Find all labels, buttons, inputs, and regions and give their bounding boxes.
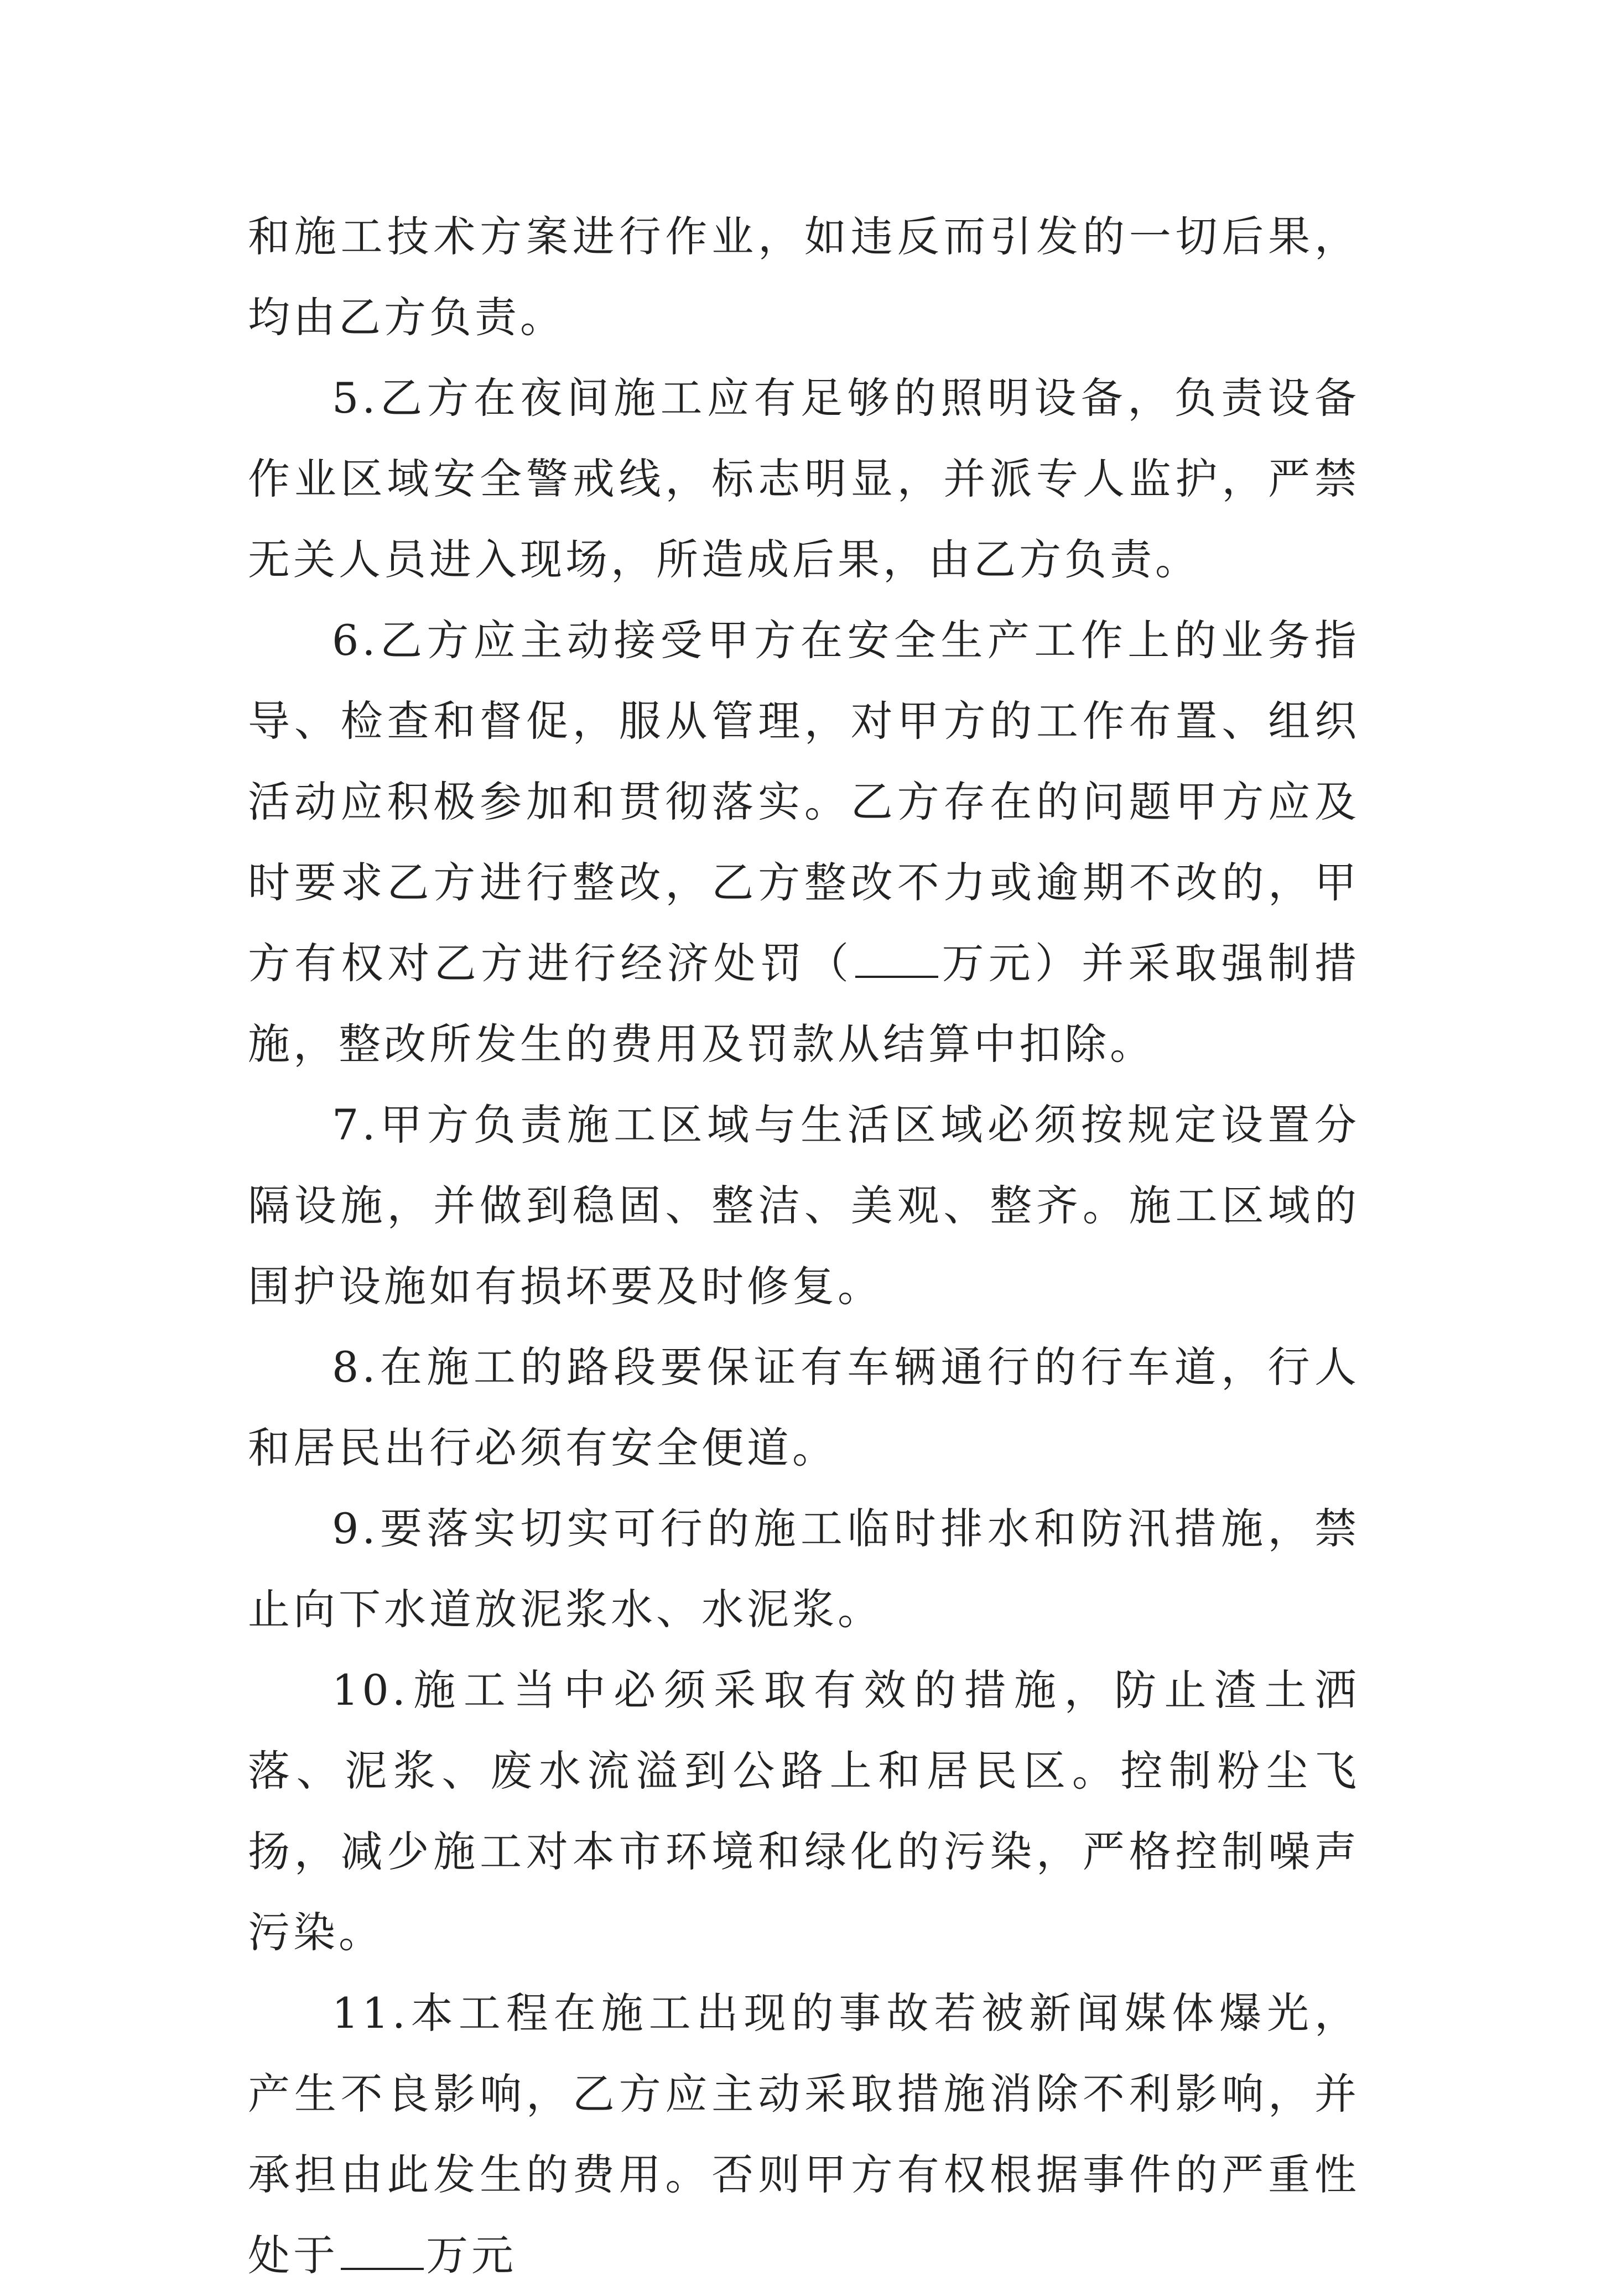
paragraph-text: 8.在施工的路段要保证有车辆通行的行车道，行人和居民出行必须有安全便道。 xyxy=(248,1342,1360,1472)
fill-in-blank xyxy=(341,2235,424,2270)
paragraph-item-6 xyxy=(248,600,1360,1085)
paragraph-item-5 xyxy=(248,358,1360,600)
paragraph-text: 7.甲方负责施工区域与生活区域必须按规定设置分隔设施，并做到稳固、整洁、美观、整齐。施工区域的围护设施如有损坏要及时修复。 xyxy=(248,1100,1360,1311)
fill-in-blank xyxy=(855,943,938,978)
paragraph-item-7 xyxy=(248,1085,1360,1327)
paragraph-text: 5.乙方在夜间施工应有足够的照明设备，负责设备作业区域安全警戒线，标志明显，并派专人监护，严禁无关人员进入现场，所造成后果，由乙方负责。 xyxy=(248,373,1360,584)
paragraph-item-9 xyxy=(248,1488,1360,1650)
paragraph-text: 6.乙方应主动接受甲方在安全生产工作上的业务指导、检查和督促，服从管理，对甲方的工作布置、组织活动应积极参加和贯彻落实。乙方存在的问题甲方应及时要求乙方进行整改，乙方整改不力或逾期不改的，甲方有权对乙方进行经济处罚（ xyxy=(248,616,1360,988)
document-body xyxy=(248,196,1360,2296)
paragraph-continuation xyxy=(248,196,1360,358)
paragraph-text: 和施工技术方案进行作业，如违反而引发的一切后果，均由乙方负责。 xyxy=(248,212,1360,342)
paragraph-text: 11.本工程在施工出现的事故若被新闻媒体爆光，产生不良影响，乙方应主动采取措施消除不利影响，并承担由此发生的费用。否则甲方有权根据事件的严重性处于 xyxy=(248,1988,1360,2280)
paragraph-text: 万元 xyxy=(426,2231,517,2280)
paragraph-text: 9.要落实切实可行的施工临时排水和防汛措施，禁止向下水道放泥浆水、水泥浆。 xyxy=(248,1504,1360,1634)
paragraph-item-10 xyxy=(248,1650,1360,1973)
paragraph-text: 万元）并采取强制措施，整改所发生的费用及罚款从结算中扣除。 xyxy=(248,939,1360,1069)
paragraph-text: 10.施工当中必须采取有效的措施，防止渣土洒落、泥浆、废水流溢到公路上和居民区。控制粉尘飞扬，减少施工对本市环境和绿化的污染，严格控制噪声污染。 xyxy=(248,1665,1360,1957)
paragraph-item-8 xyxy=(248,1327,1360,1488)
paragraph-item-11 xyxy=(248,1973,1360,2296)
